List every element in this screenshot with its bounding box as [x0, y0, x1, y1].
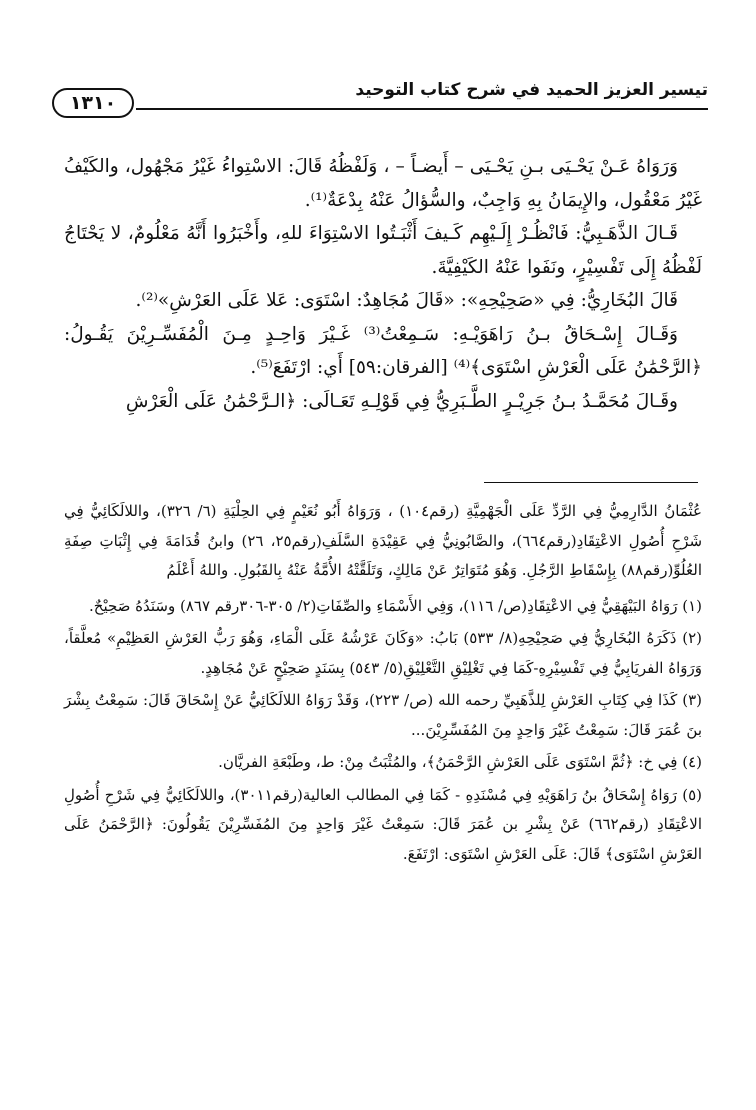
paragraph: قَـالَ الذَّهَـبِيُّ: فَانْظُـرْ إِلَـيْهِم كَـيفَ أَثْبَـتُوا الاسْتِوَاءَ للهِ، وأَخْبَرُوا أَنَّهُ مَعْلُومٌ، لا يَحْتَاجُ لَفْظُهُ إِلَى تَفْسِيْرٍ، ونَفَوا عَنْهُ الكَيْفِيَّةَ. [64, 223, 702, 278]
footnote: (١) رَوَاهُ البَيْهَقِيُّ فِي الاعْتِقَادِ(ص/ ١١٦)، وَفِي الأَسْمَاءِ والصِّفَاتِ(٢/ ٣٠٥-٣٠٦رقم ٨٦٧) وسَنَدُهُ صَحِيْحٌ. [89, 596, 702, 615]
paragraph: وَرَوَاهُ عَـنْ يَحْـيَى بـنِ يَحْـيَى – أَيضـاً – ، وَلَفْظُهُ قَالَ: الاسْتِواءُ غَيْرُ مَجْهُول، والكَيْفُ غَيْرُ مَعْقُول، والإِيمَانُ بِهِ وَاجِبٌ، والسُّؤالُ عَنْهُ بِدْعَةٌ⁽¹⁾. [64, 156, 702, 211]
footnote: (٣) كَذَا فِي كِتَابِ العَرْشِ لِلذَّهَبِيِّ رحمه الله (ص/ ٢٢٣)، وَقَدْ رَوَاهُ اللالَكَائِيُّ عَنْ إِسْحَاقَ قَالَ: سَمِعْتُ بِشْرَ بنَ عُمَرَ قَالَ: سَمِعْتُ غَيْرَ وَاحِدٍ مِنَ المُفَسِّرِيْنَ... [64, 691, 703, 739]
running-header [52, 74, 708, 118]
main-text [64, 150, 702, 418]
paragraph: قَالَ البُخَارِيُّ: فِي «صَحِيْحِهِ»: «قَالَ مُجَاهِدٌ: اسْتَوَى: عَلا عَلَى العَرْشِ»⁽²⁾. [135, 290, 678, 311]
page-number: ١٣١٠ [52, 88, 134, 118]
footnote-separator [484, 482, 698, 483]
footnote: (٤) فِي خ: ﴿ثُمَّ اسْتَوَى عَلَى العَرْشِ الرَّحْمَنُ﴾، والمُثْبَتُ مِنْ: ط، وطَبْعَةِ الفريَّان. [218, 753, 702, 771]
paragraph: وَقَـالَ إِسْـحَاقُ بـنُ رَاهَوَيْـهِ: سَـمِعْتُ⁽³⁾ غَـيْرَ وَاحِـدٍ مِـنَ الْمُفَسِّـرِيْنَ يَقُـولُ: ﴿الرَّحْمَٰنُ عَلَى الْعَرْشِ اسْتَوَى﴾⁽⁴⁾ [الفرقان:٥٩] أَي: ارْتَفَعَ⁽⁵⁾. [64, 323, 702, 378]
footnote-continuation: عُثْمَانُ الدَّارِمِيُّ فِي الرَّدِّ عَلَى الْجَهْمِيَّةِ (رقم١٠٤) ، وَرَوَاهُ أَبُو نُعَيْمٍ فِي الحِلْيَةِ (٦/ ٣٢٦)، واللالَكَائِيُّ فِي شَرْحِ أُصُولِ الاعْتِقَادِ(رقم٦٦٤)، والصَّابُونِيُّ فِي عَقِيْدَةِ السَّلَفِ(رقم٢٥، ٢٦) وابنُ قُدَامَةَ فِي إِثْبَاتِ صِفَةِ العُلُوِّ(رقم٨٨) بِإِسْقَاطِ الرَّجُلِ. وَهُوَ مُتَوَاتِرٌ عَنْ مَالِكٍ، وَتَلَقَّتْهُ الأُمَّةُ عَنْهُ بِالقَبُولِ. واللهُ أَعْلَمُ [64, 502, 703, 579]
footnote: (٢) ذَكَرَهُ البُخَارِيُّ فِي صَحِيْحِهِ(٨/ ٥٣٣) بَابُ: «وَكَانَ عَرْشُهُ عَلَى الْمَاءِ، وَهُوَ رَبُّ العَرْشِ العَظِيْمِ» مُعلَّقاً، وَرَوَاهُ الفريَابِيُّ فِي تَفْسِيْرِهِ-كَمَا فِي تَغْلِيْقِ التَّعْلِيْقِ(٥/ ٥٤٣) بِسَنَدٍ صَحِيْحٍ عَنْ مُجَاهِدٍ. [64, 629, 703, 677]
book-title: تيسير العزيز الحميد في شرح كتاب التوحيد [355, 80, 708, 100]
paragraph: وقَـالَ مُحَمَّـدُ بـنُ جَرِيْـرٍ الطَّـبَرِيُّ فِي قَوْلِـهِ تَعَـالَى: ﴿الـرَّحْمَٰنُ عَلَى الْعَرْشِ [125, 390, 678, 412]
header-rule [136, 108, 708, 110]
footnote: (٥) رَوَاهُ إِسْحَاقُ بنُ رَاهَوَيْهِ فِي مُسْنَدِهِ - كَمَا فِي المطالب العالية(رقم٣٠١١)، واللالَكَائِيُّ فِي شَرْحِ أُصُولِ الاعْتِقَادِ (رقم٦٦٢) عَنْ بِشْرِ بن عُمَرَ قَالَ: سَمِعْتُ غَيْرَ وَاحِدٍ مِنَ المُفَسِّرِيْنَ يَقُولُونَ: ﴿الرَّحْمَنُ عَلَى العَرْشِ اسْتَوَى﴾ قَالَ: عَلَى العَرْشِ اسْتَوَى: ارْتَفَعَ. [64, 785, 702, 863]
footnotes [64, 497, 702, 872]
